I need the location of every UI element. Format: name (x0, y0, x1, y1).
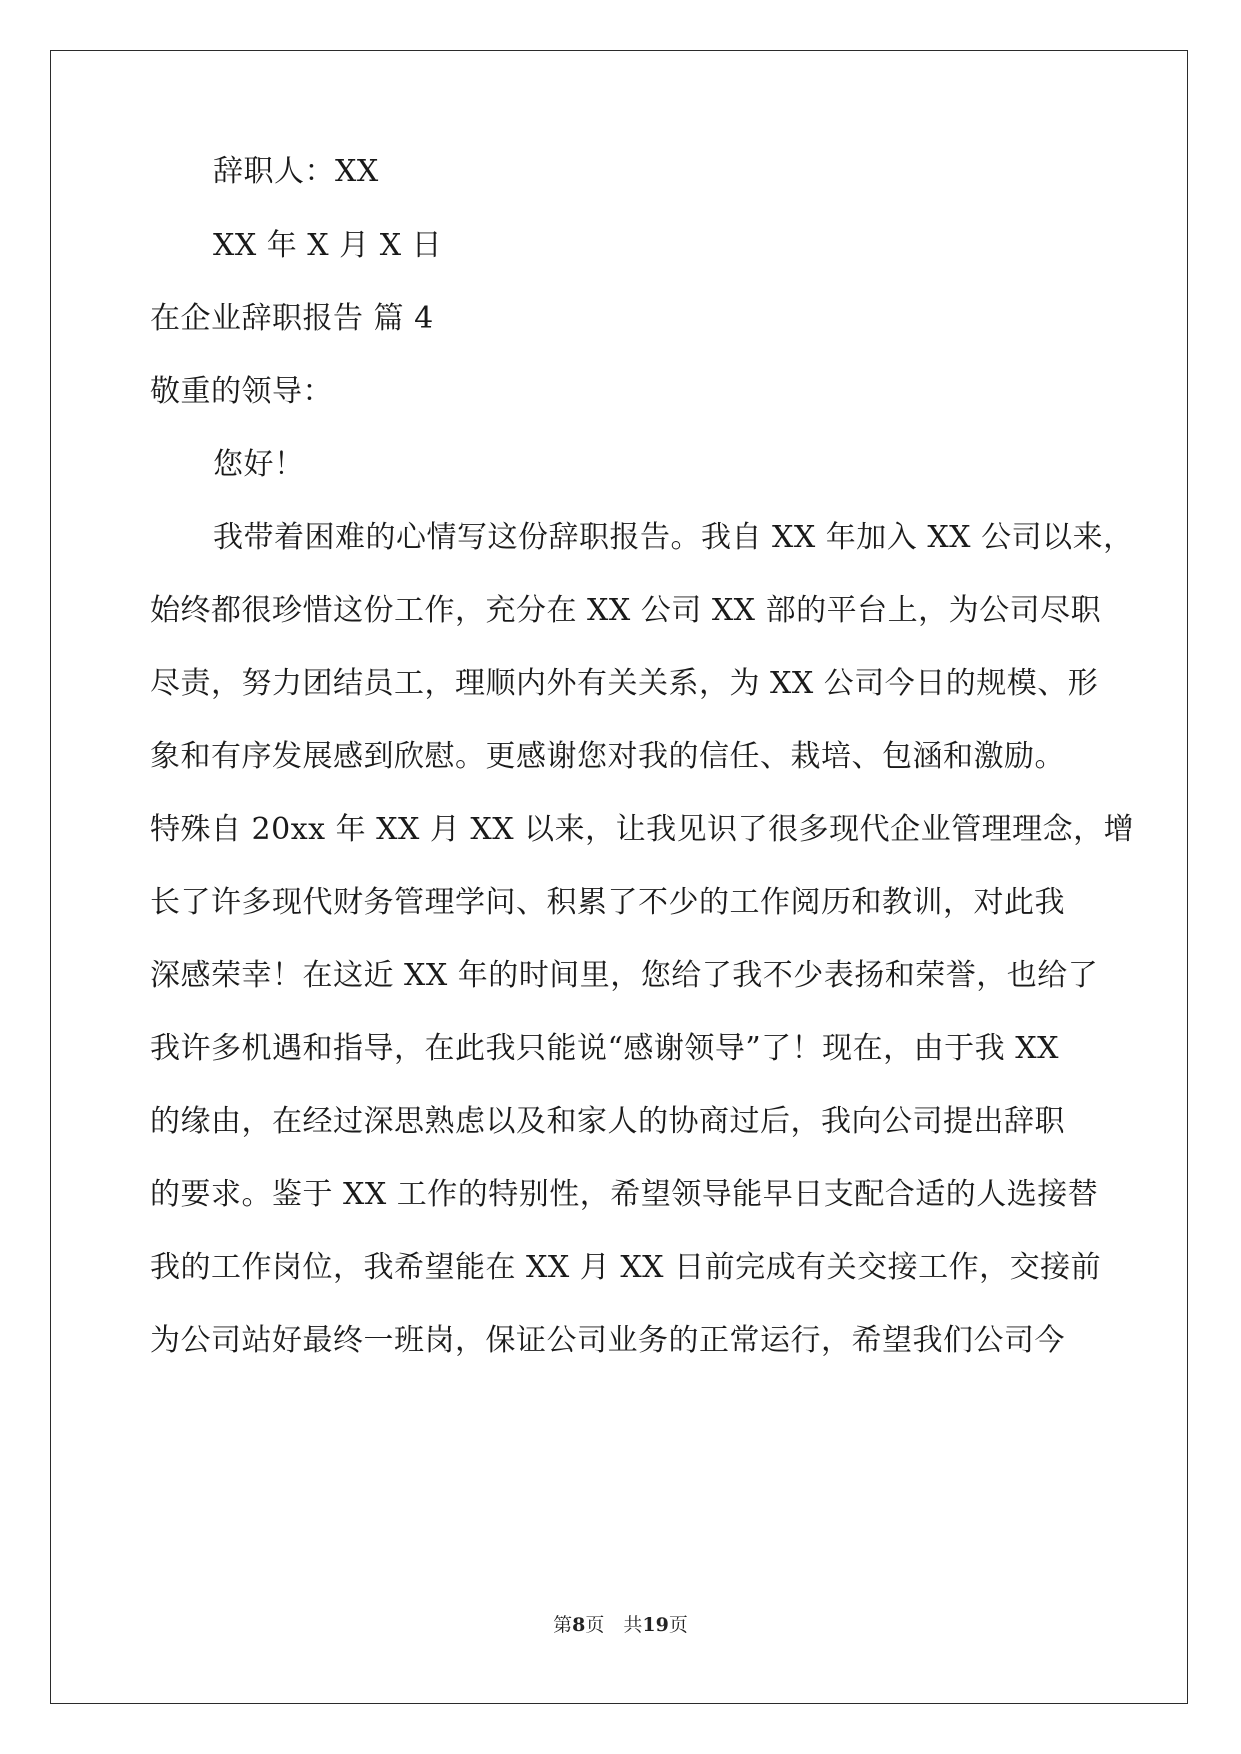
body-line: 我许多机遇和指导，在此我只能说“感谢领导”了！现在，由于我 XX (150, 1031, 1059, 1066)
page-number-footer (0, 1613, 1241, 1637)
body-line: 深感荣幸！在这近 XX 年的时间里，您给了我不少表扬和荣誉，也给了 (150, 958, 1099, 993)
body-line: 长了许多现代财务管理学问、积累了不少的工作阅历和教训，对此我 (150, 885, 1065, 920)
body-line: 为公司站好最终一班岗，保证公司业务的正常运行，希望我们公司今 (150, 1323, 1065, 1358)
body-line: 象和有序发展感到欣慰。更感谢您对我的信任、栽培、包涵和激励。 (150, 739, 1065, 774)
body-line: 的缘由，在经过深思熟虑以及和家人的协商过后，我向公司提出辞职 (150, 1104, 1065, 1139)
greeting: 您好！ (213, 447, 305, 482)
body-line: 特殊自 20xx 年 XX 月 XX 以来，让我见识了很多现代企业管理理念，增 (150, 812, 1135, 847)
current-page-number: 8 (572, 1614, 586, 1636)
salutation: 敬重的领导： (150, 374, 333, 409)
page-prefix: 第 (553, 1614, 573, 1636)
body-line: 的要求。鉴于 XX 工作的特别性，希望领导能早日支配合适的人选接替 (150, 1177, 1099, 1212)
section-title: 在企业辞职报告 篇 4 (150, 301, 434, 336)
body-line: 尽责，努力团结员工，理顺内外有关关系，为 XX 公司今日的规模、形 (150, 666, 1099, 701)
body-line: 我的工作岗位，我希望能在 XX 月 XX 日前完成有关交接工作，交接前 (150, 1250, 1102, 1285)
page-mid: 页 共 (585, 1614, 643, 1636)
date-line: XX 年 X 月 X 日 (213, 228, 443, 263)
total-page-count: 19 (642, 1614, 669, 1636)
signature-line: 辞职人：XX (213, 154, 379, 189)
body-line: 始终都很珍惜这份工作，充分在 XX 公司 XX 部的平台上，为公司尽职 (150, 593, 1102, 628)
body-line: 我带着困难的心情写这份辞职报告。我自 XX 年加入 XX 公司以来， (213, 520, 1134, 555)
page-suffix: 页 (668, 1614, 688, 1636)
